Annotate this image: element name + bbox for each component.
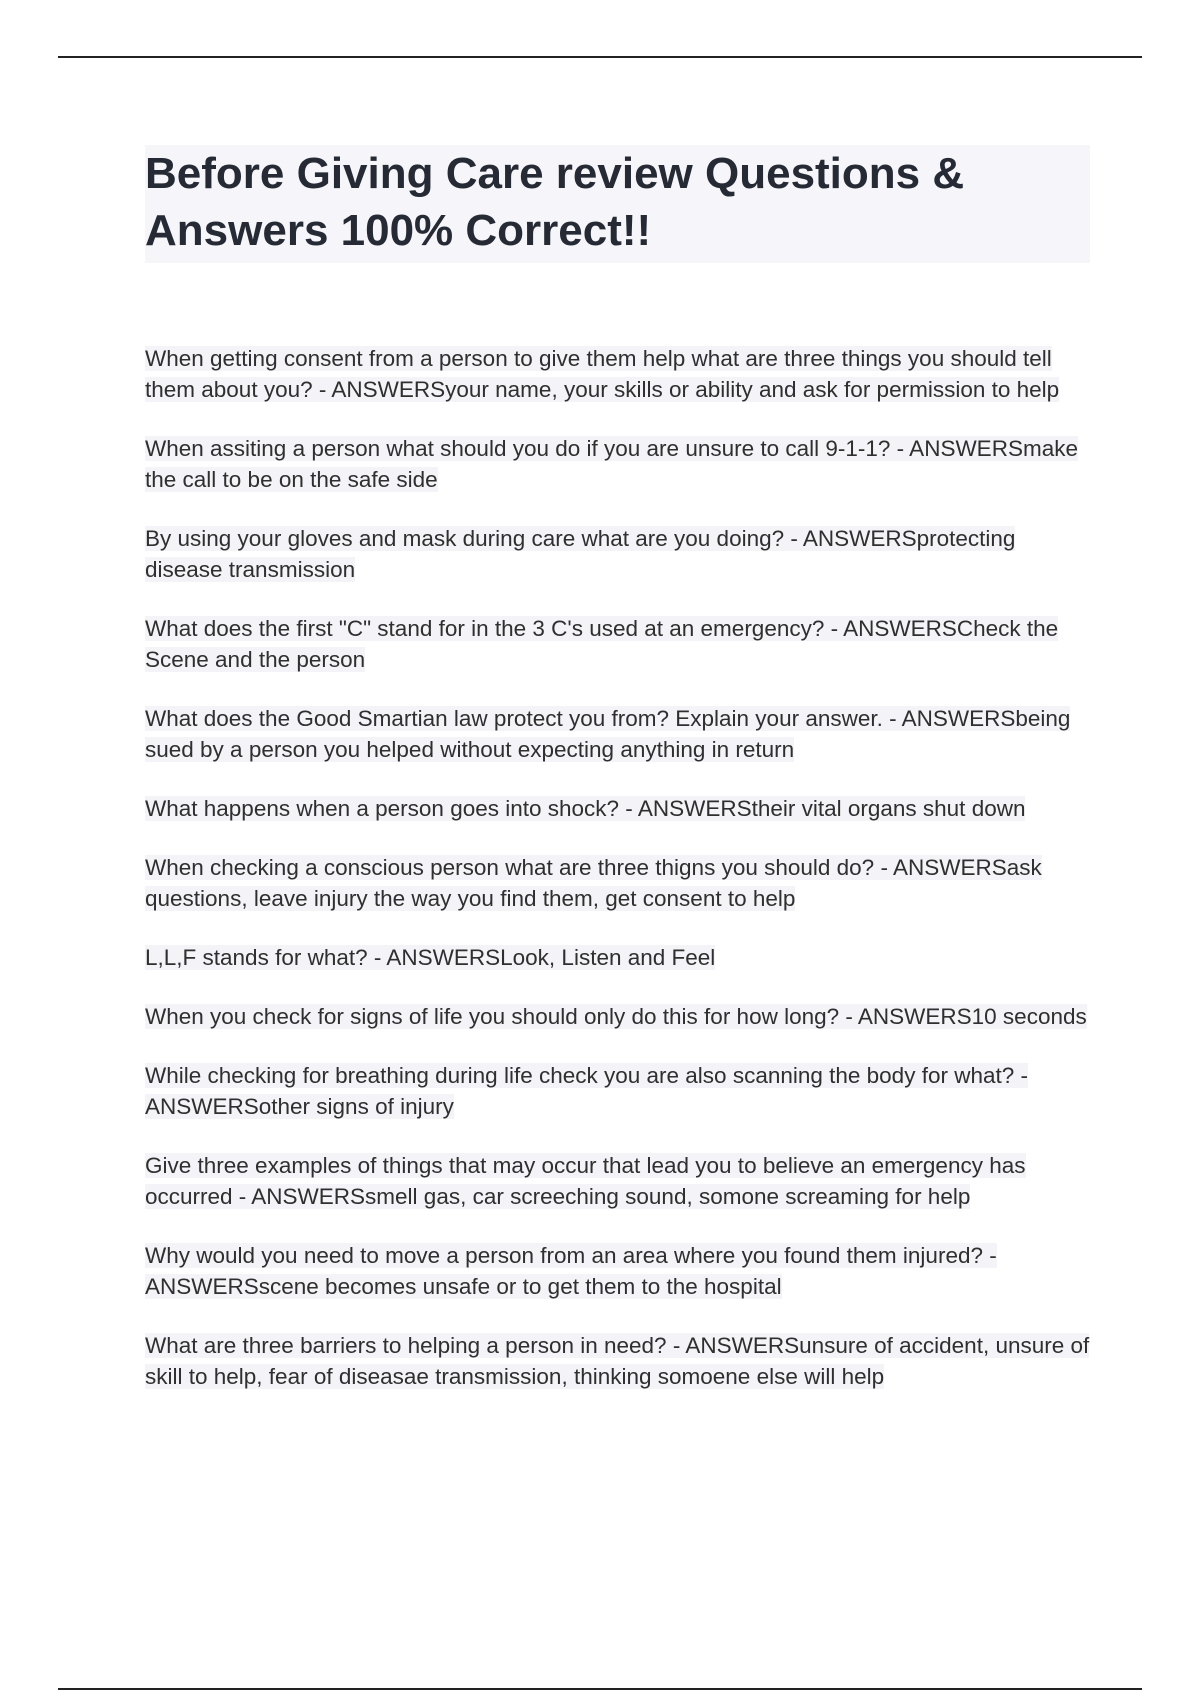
qa-text: When getting consent from a person to give them help what are three things you should tell them about you? - ANSWERSyour name, your skills or ability and ask for permission to help [145, 346, 1060, 402]
document-body [145, 145, 1090, 1422]
qa-text: What does the first "C" stand for in the 3 C's used at an emergency? - ANSWERSCheck the Scene and the person [145, 616, 1059, 672]
qa-item [145, 854, 1090, 916]
qa-text: Why would you need to move a person from an area where you found them injured? - ANSWERSscene becomes unsafe or to get them to the hospital [145, 1243, 997, 1299]
qa-text: While checking for breathing during life check you are also scanning the body for what? - ANSWERSother signs of injury [145, 1063, 1028, 1119]
qa-item [145, 1062, 1090, 1124]
qa-text: When you check for signs of life you should only do this for how long? - ANSWERS10 seconds [145, 1004, 1087, 1029]
header-rule [58, 56, 1142, 58]
qa-item [145, 705, 1090, 767]
qa-item [145, 615, 1090, 677]
qa-item [145, 345, 1090, 407]
footer-rule [58, 1688, 1142, 1690]
qa-item [145, 1003, 1090, 1034]
qa-text: What happens when a person goes into shock? - ANSWERStheir vital organs shut down [145, 796, 1026, 821]
qa-text: Give three examples of things that may occur that lead you to believe an emergency has occurred - ANSWERSsmell gas, car screeching sound, somone screaming for help [145, 1153, 1026, 1209]
qa-text: By using your gloves and mask during care what are you doing? - ANSWERSprotecting disease transmission [145, 526, 1016, 582]
qa-item [145, 525, 1090, 587]
document-title: Before Giving Care review Questions & Answers 100% Correct!! [145, 145, 1090, 263]
qa-list [145, 345, 1090, 1394]
qa-text: What are three barriers to helping a person in need? - ANSWERSunsure of accident, unsure of skill to help, fear of diseasae transmission, thinking somoene else will help [145, 1333, 1090, 1389]
qa-item [145, 944, 1090, 975]
qa-item [145, 795, 1090, 826]
qa-text: When checking a conscious person what are three thigns you should do? - ANSWERSask questions, leave injury the way you find them, get consent to help [145, 855, 1042, 911]
qa-text: What does the Good Smartian law protect you from? Explain your answer. - ANSWERSbeing sued by a person you helped without expecting anything in return [145, 706, 1071, 762]
qa-text: L,L,F stands for what? - ANSWERSLook, Listen and Feel [145, 945, 716, 970]
qa-item [145, 1152, 1090, 1214]
qa-item [145, 1332, 1090, 1394]
qa-item [145, 1242, 1090, 1304]
qa-item [145, 435, 1090, 497]
qa-text: When assiting a person what should you do if you are unsure to call 9-1-1? - ANSWERSmake the call to be on the safe side [145, 436, 1078, 492]
